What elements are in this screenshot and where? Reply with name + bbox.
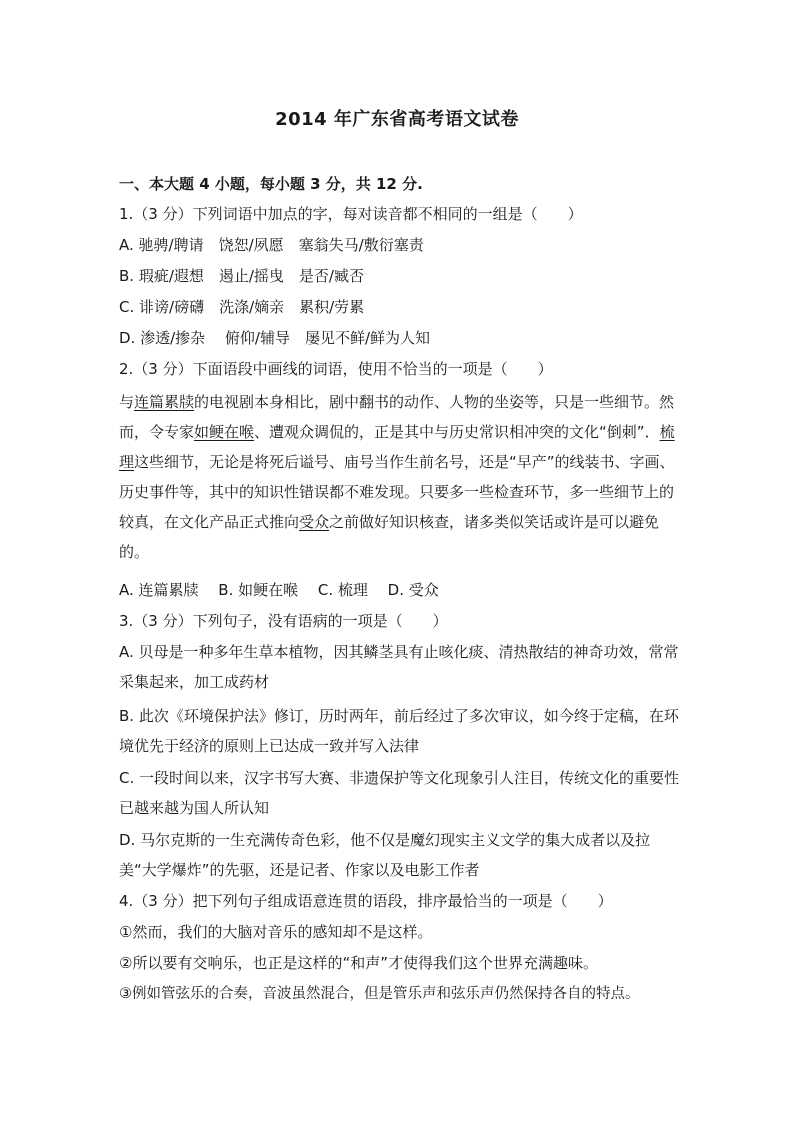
page-title: 2014 年广东省高考语文试卷 xyxy=(275,109,519,130)
question-4-stem: 4.（3 分）把下列句子组成语意连贯的语段，排序最恰当的一项是（ ） xyxy=(119,892,613,910)
question-3-option-b: B. 此次《环境保护法》修订，历时两年，前后经过了多次审议，如今终于定稿，在环境优先于经济的原则上已达成一致并写入法律 xyxy=(119,707,679,755)
question-2-passage xyxy=(119,387,685,567)
section-heading: 一、本大题 4 小题，每小题 3 分，共 12 分. xyxy=(119,175,423,193)
question-2-stem: 2.（3 分）下面语段中画线的词语，使用不恰当的一项是（ ） xyxy=(119,360,553,378)
underlined-term-1: 连篇累牍 xyxy=(134,393,195,411)
question-1-option-c: C. 诽谤/磅礴 洗涤/嫡亲 累积/劳累 xyxy=(119,298,365,316)
question-2-options: A. 连篇累牍 B. 如鲠在喉 C. 梳理 D. 受众 xyxy=(119,581,439,599)
passage-text: 之前做好知识核查，诸多类似笑话或许是可以避免的。 xyxy=(119,513,660,561)
question-3-option-c: C. 一段时间以来，汉字书写大赛、非遗保护等文化现象引人注目，传统文化的重要性已越来越为国人所认知 xyxy=(119,769,680,817)
question-4-sentence-2: ②所以要有交响乐，也正是这样的“和声”才使得我们这个世界充满趣味。 xyxy=(119,954,598,972)
question-1-stem: 1.（3 分）下列词语中加点的字，每对读音都不相同的一组是（ ） xyxy=(119,205,583,223)
question-4-sentence-3: ③例如管弦乐的合奏，音波虽然混合，但是管乐声和弦乐声仍然保持各自的特点。 xyxy=(119,986,640,1002)
passage-text: 与 xyxy=(119,393,135,411)
question-3-option-a: A. 贝母是一种多年生草本植物，因其鳞茎具有止咳化痰、清热散结的神奇功效，常常采集起来，加工成药材 xyxy=(119,643,679,691)
question-4-sentence-1: ①然而，我们的大脑对音乐的感知却不是这样。 xyxy=(119,923,433,941)
question-1-option-b: B. 瑕疵/遐想 遏止/摇曳 是否/臧否 xyxy=(119,267,364,285)
underlined-term-3: 梳理 xyxy=(119,423,675,471)
passage-text: 、遭观众调侃的，正是其中与历史常识相冲突的文化“倒刺”． xyxy=(254,423,660,441)
passage-text: 的电视剧本身相比，剧中翻书的动作、人物的坐姿等，只是一些细节。然而，令专家 xyxy=(119,393,675,441)
underlined-term-4: 受众 xyxy=(299,513,330,531)
question-3-stem: 3.（3 分）下列句子，没有语病的一项是（ ） xyxy=(119,612,448,630)
underlined-term-2: 如鲠在喉 xyxy=(194,423,255,441)
question-3-option-d: D. 马尔克斯的一生充满传奇色彩，他不仅是魔幻现实主义文学的集大成者以及拉美“大学爆炸”的先驱，还是记者、作家以及电影工作者 xyxy=(119,831,651,879)
passage-text: 这些细节，无论是将死后谥号、庙号当作生前名号，还是“早产”的线装书、字画、历史事件等，其中的知识性错误都不难发现。只要多一些检查环节，多一些细节上的较真，在文化产品正式推向 xyxy=(119,453,675,531)
question-1-option-a: A. 驰骋/聘请 饶恕/夙愿 塞翁失马/敷衍塞责 xyxy=(119,236,424,254)
question-1-option-d: D. 渗透/掺杂 俯仰/辅导 屡见不鲜/鲜为人知 xyxy=(119,329,431,347)
